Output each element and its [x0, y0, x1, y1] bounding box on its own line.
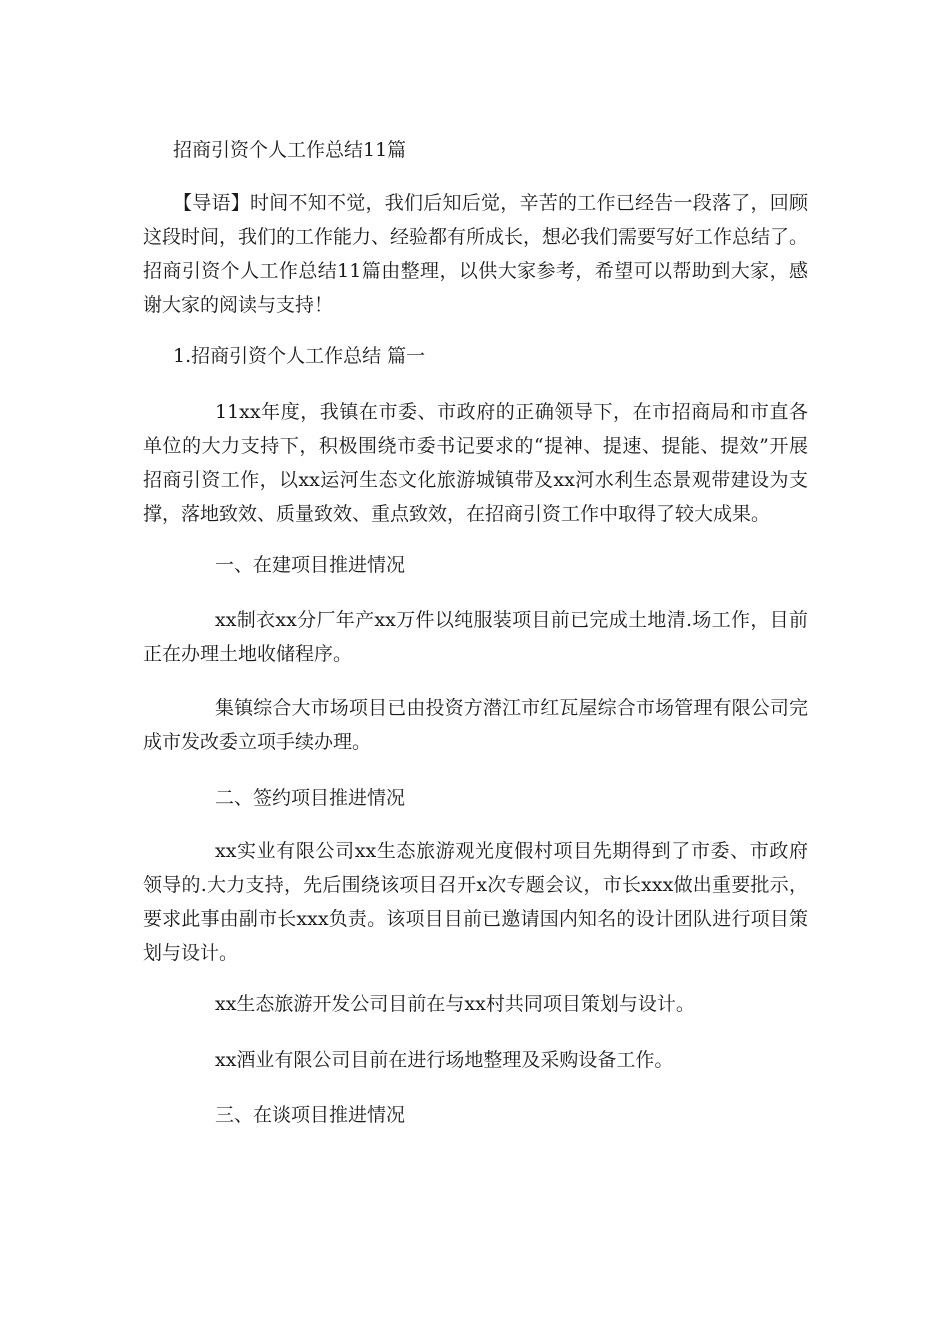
document-title: 招商引资个人工作总结11篇 — [173, 139, 407, 161]
subheading: 三、在谈项目推进情况 — [215, 1104, 406, 1126]
body-paragraph: 集镇综合大市场项目已由投资方潜江市红瓦屋综合市场管理有限公司完成市发改委立项手续办理。 — [143, 697, 808, 753]
body-paragraph: 11xx年度，我镇在市委、市政府的正确领导下，在市招商局和市直各单位的大力支持下，积极围绕市委书记要求的“提神、提速、提能、提效”开展招商引资工作，以xx运河生态文化旅游城镇带及xx河水利生态景观带建设为支撑，落地致效、质量致效、重点致效，在招商引资工作中取得了较大成果。 — [143, 401, 808, 525]
intro-paragraph: 【导语】时间不知不觉，我们后知后觉，辛苦的工作已经告一段落了，回顾这段时间，我们的工作能力、经验都有所成长，想必我们需要写好工作总结了。招商引资个人工作总结11篇由整理，以供大家参考，希望可以帮助到大家，感谢大家的阅读与支持！ — [143, 192, 809, 316]
body-paragraph: xx实业有限公司xx生态旅游观光度假村项目先期得到了市委、市政府领导的.大力支持，先后围绕该项目召开x次专题会议，市长xxx做出重要批示，要求此事由副市长xxx负责。该项目目前已邀请国内知名的设计团队进行项目策划与设计。 — [143, 840, 808, 964]
section-heading: 1.招商引资个人工作总结 篇一 — [173, 345, 426, 367]
subheading: 一、在建项目推进情况 — [215, 554, 406, 576]
body-paragraph: xx制衣xx分厂年产xx万件以纯服装项目前已完成土地清.场工作，目前正在办理土地收储程序。 — [143, 609, 808, 665]
body-paragraph: xx生态旅游开发公司目前在与xx村共同项目策划与设计。 — [215, 993, 695, 1015]
subheading: 二、签约项目推进情况 — [215, 787, 406, 809]
body-paragraph: xx酒业有限公司目前在进行场地整理及采购设备工作。 — [215, 1049, 674, 1071]
